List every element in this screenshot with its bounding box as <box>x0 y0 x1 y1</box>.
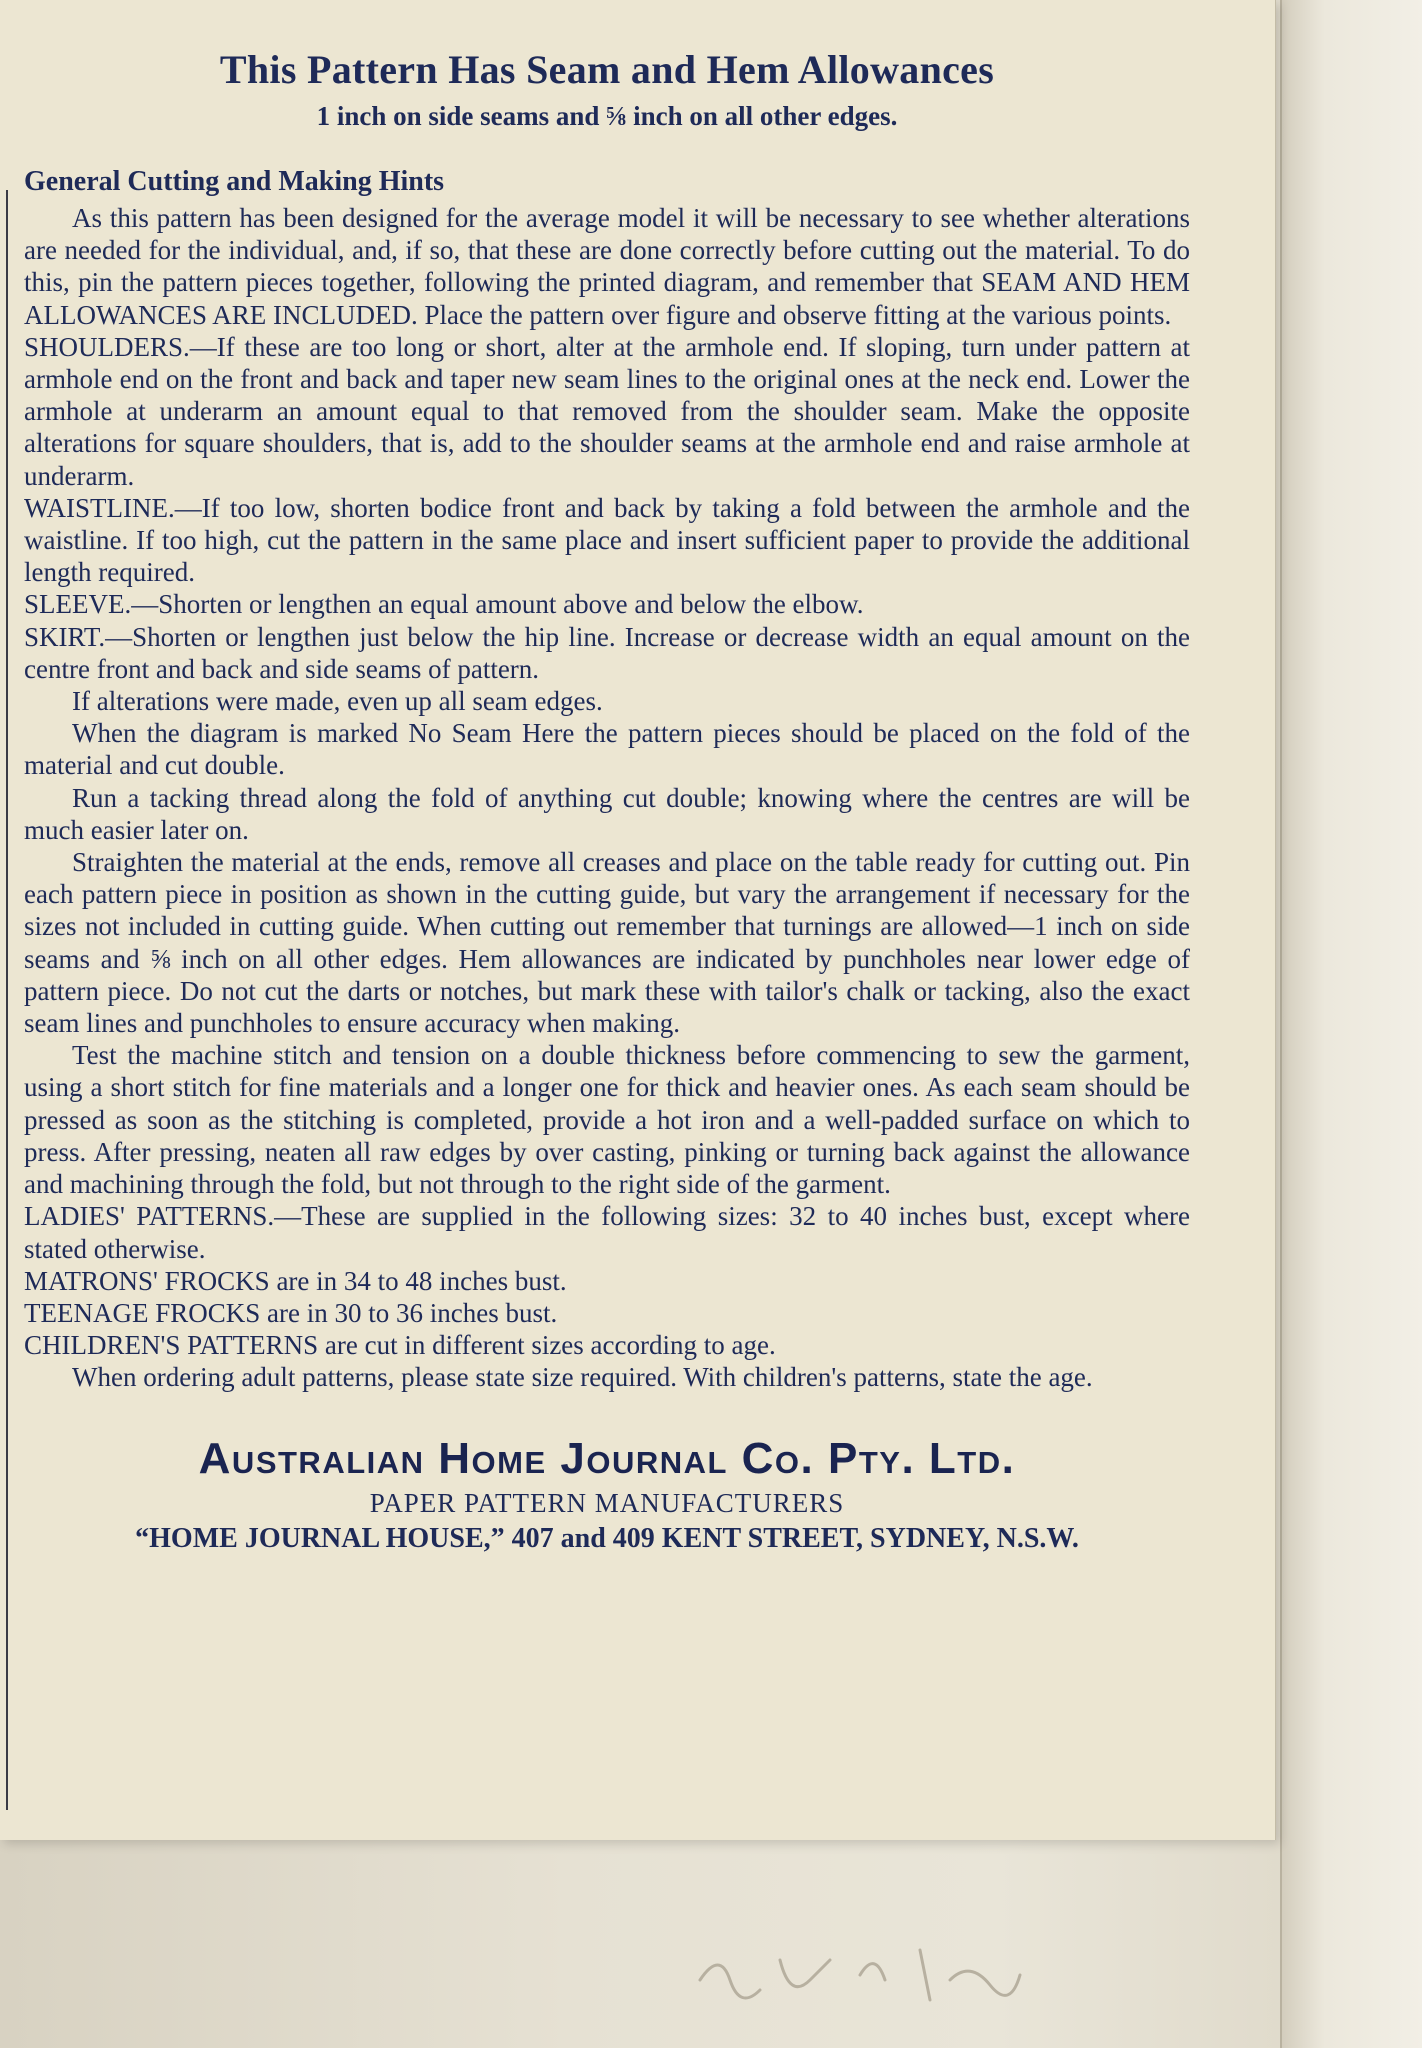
hint-paragraph: SLEEVE.—Shorten or lengthen an equal amount above and below the elbow. <box>24 589 864 620</box>
hint-paragraph: Test the machine stitch and tension on a double thickness before commencing to sew the garment, using a short stitch for fine materials and a longer one for thick and heavier ones. As each seam should be pressed as soon as the stitching is completed, provide a hot iron and a well-padded surface on which to press. After pressing, neaten all raw edges by over casting, pinking or turning back against the allowance and machining through the fold, but not through to the right side of the garment. <box>24 1040 1190 1200</box>
company-address: “HOME JOURNAL HOUSE,” 407 and 409 KENT STREET, SYDNEY, N.S.W. <box>135 1522 1079 1554</box>
allowance-subtitle: 1 inch on side seams and ⅝ inch on all other edges. <box>316 101 898 131</box>
hint-paragraph: MATRONS' FROCKS are in 34 to 48 inches bust. <box>24 1265 567 1296</box>
envelope-flap <box>1280 0 1422 2048</box>
hint-paragraph: Run a tacking thread along the fold of anything cut double; knowing where the centres are will be much easier later on. <box>24 782 1190 845</box>
hint-paragraph: When ordering adult patterns, please state size required. With children's patterns, state the age. <box>72 1362 1093 1393</box>
hint-paragraph: SHOULDERS.—If these are too long or short, alter at the armhole end. If sloping, turn under pattern at armhole end on the front and back and taper new seam lines to the original ones at the neck end. Lower the armhole at underarm an amount equal to that removed from the shoulder seam. Make the opposite alterations for square shoulders, that is, add to the shoulder seams at the armhole end and raise armhole at underarm. <box>24 331 1190 491</box>
hint-paragraph: CHILDREN'S PATTERNS are cut in different sizes according to age. <box>24 1330 776 1361</box>
hint-paragraph: TEENAGE FROCKS are in 30 to 36 inches bust. <box>24 1297 558 1328</box>
hint-paragraph: Straighten the material at the ends, remove all creases and place on the table ready for cutting out. Pin each pattern piece in position as shown in the cutting guide, but vary the arrangement if necessary for the sizes not included in cutting guide. When cutting out remember that turnings are allowed—1 inch on side seams and ⅝ inch on all other edges. Hem allowances are indicated by punchholes near lower edge of pattern piece. Do not cut the darts or notches, but mark these with tailor's chalk or tacking, also the exact seam lines and punchholes to ensure accuracy when making. <box>24 847 1190 1039</box>
sheet-content <box>24 38 1190 1555</box>
main-title: This Pattern Has Seam and Hem Allowances <box>219 47 995 92</box>
company-name: Australian Home Journal Co. Pty. Ltd. <box>198 1433 1016 1483</box>
section-heading: General Cutting and Making Hints <box>24 166 445 197</box>
hint-paragraph: WAISTLINE.—If too low, shorten bodice front and back by taking a fold between the armhole and the waistline. If too high, cut the pattern in the same place and insert sufficient paper to provide the additional length required. <box>24 492 1190 588</box>
company-tagline: PAPER PATTERN MANUFACTURERS <box>369 1487 845 1518</box>
margin-rule <box>6 190 8 1810</box>
hint-paragraph: SKIRT.—Shorten or lengthen just below the hip line. Increase or decrease width an equal amount on the centre front and back and side seams of pattern. <box>24 621 1190 684</box>
hint-paragraph: LADIES' PATTERNS.—These are supplied in the following sizes: 32 to 40 inches bust, except where stated otherwise. <box>24 1201 1190 1264</box>
hint-paragraph: When the diagram is marked No Seam Here the pattern pieces should be placed on the fold of the material and cut double. <box>24 718 1190 781</box>
pencil-scribble <box>660 1920 1080 2030</box>
hints-body <box>24 202 1190 1394</box>
hint-paragraph: As this pattern has been designed for the average model it will be necessary to see whether alterations are needed for the individual, and, if so, that these are done correctly before cutting out the material. To do this, pin the pattern pieces together, following the printed diagram, and remember that SEAM AND HEM ALLOWANCES ARE INCLUDED. Place the pattern over figure and observe fitting at the various points. <box>24 203 1190 330</box>
hint-paragraph: If alterations were made, even up all seam edges. <box>72 686 603 717</box>
